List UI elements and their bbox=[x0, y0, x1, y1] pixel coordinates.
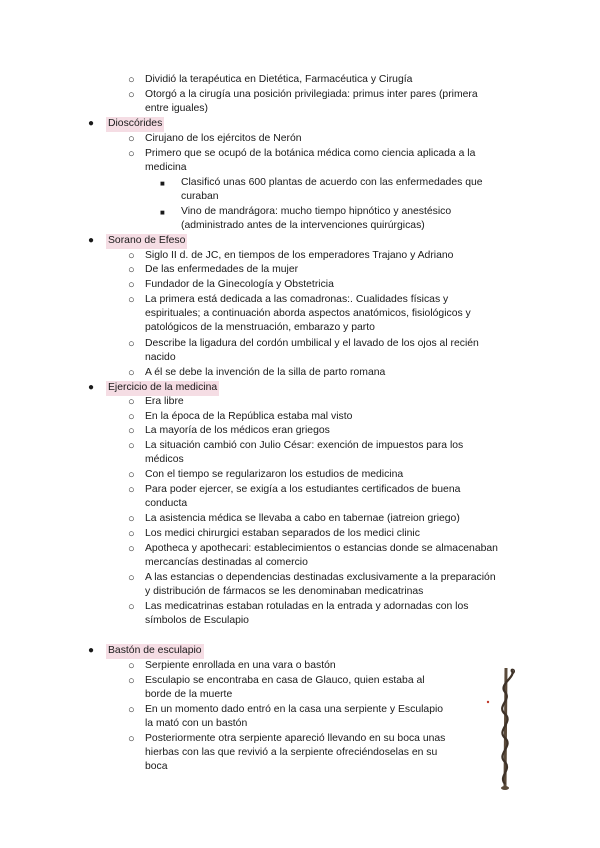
bullet-circle: ○ bbox=[128, 396, 135, 408]
bullet-disc: ● bbox=[88, 235, 95, 246]
list-item-cont: mercancías destinadas al comercio bbox=[145, 557, 308, 568]
bullet-circle: ○ bbox=[128, 572, 135, 584]
list-item: Posteriormente otra serpiente apareció llevando en su boca unas bbox=[145, 733, 446, 744]
list-item-cont: patológicos de la menstruación, embarazo y parto bbox=[145, 322, 375, 333]
list-item-cont: símbolos de Esculapio bbox=[145, 615, 249, 626]
list-item-cont: y distribución de fármacos se les denominaban medicatrinas bbox=[145, 586, 424, 597]
red-mark bbox=[487, 701, 489, 703]
bullet-disc: ● bbox=[88, 382, 95, 393]
list-item: En la época de la República estaba mal visto bbox=[145, 411, 353, 422]
bullet-circle: ○ bbox=[128, 338, 135, 350]
list-item: Fundador de la Ginecología y Obstetricia bbox=[145, 279, 334, 290]
list-item: La situación cambió con Julio César: exención de impuestos para los bbox=[145, 440, 464, 451]
section-heading-dioscorides: Dioscórides bbox=[106, 117, 164, 132]
section-heading-sorano: Sorano de Efeso bbox=[106, 234, 187, 249]
list-item: Las medicatrinas estaban rotuladas en la entrada y adornadas con los bbox=[145, 601, 469, 612]
list-item: La mayoría de los médicos eran griegos bbox=[145, 425, 330, 436]
sub-list-item: Clasificó unas 600 plantas de acuerdo con las enfermedades que bbox=[181, 177, 483, 188]
bullet-circle: ○ bbox=[128, 425, 135, 437]
bullet-square: ■ bbox=[160, 208, 165, 217]
list-item: Era libre bbox=[145, 396, 184, 407]
list-item-cont: boca bbox=[145, 761, 168, 772]
bullet-circle: ○ bbox=[128, 264, 135, 276]
list-item: La asistencia médica se llevaba a cabo en tabernae (iatreion griego) bbox=[145, 513, 460, 524]
list-item-cont: conducta bbox=[145, 498, 188, 509]
list-item-cont: espirituales; a continuación aborda aspectos anatómicos, fisiológicos y bbox=[145, 308, 471, 319]
list-item-cont: medicina bbox=[145, 162, 187, 173]
bullet-circle: ○ bbox=[128, 367, 135, 379]
list-item: A las estancias o dependencias destinadas exclusivamente a la preparación bbox=[145, 572, 496, 583]
bullet-circle: ○ bbox=[128, 411, 135, 423]
bullet-circle: ○ bbox=[128, 601, 135, 613]
bullet-circle: ○ bbox=[128, 543, 135, 555]
bullet-circle: ○ bbox=[128, 89, 135, 101]
list-item: A él se debe la invención de la silla de parto romana bbox=[145, 367, 386, 378]
list-item: Serpiente enrollada en una vara o bastón bbox=[145, 660, 336, 671]
list-item-cont: nacido bbox=[145, 352, 176, 363]
list-item: Apotheca y apothecari: establecimientos o estancias donde se almacenaban bbox=[145, 543, 498, 554]
bullet-circle: ○ bbox=[128, 704, 135, 716]
list-item: Describe la ligadura del cordón umbilical y el lavado de los ojos al recién bbox=[145, 338, 479, 349]
bullet-disc: ● bbox=[88, 118, 95, 129]
list-item-cont: borde de la muerte bbox=[145, 689, 233, 700]
bullet-circle: ○ bbox=[128, 279, 135, 291]
bullet-circle: ○ bbox=[128, 528, 135, 540]
list-item: Para poder ejercer, se exigía a los estudiantes certificados de buena bbox=[145, 484, 461, 495]
list-item: Cirujano de los ejércitos de Nerón bbox=[145, 133, 302, 144]
list-item: Esculapio se encontraba en casa de Glauco, quien estaba al bbox=[145, 675, 425, 686]
bullet-circle: ○ bbox=[128, 484, 135, 496]
bullet-circle: ○ bbox=[128, 513, 135, 525]
list-item: Primero que se ocupó de la botánica médica como ciencia aplicada a la bbox=[145, 148, 476, 159]
list-item-cont: entre iguales) bbox=[145, 103, 208, 114]
list-item-cont: hierbas con las que revivió a la serpiente ofreciéndoselas en su bbox=[145, 747, 438, 758]
bullet-square: ■ bbox=[160, 179, 165, 188]
list-item: Otorgó a la cirugía una posición privilegiada: primus inter pares (primera bbox=[145, 89, 478, 100]
bullet-circle: ○ bbox=[128, 660, 135, 672]
rod-of-asclepius-image bbox=[478, 664, 534, 792]
section-heading-ejercicio: Ejercicio de la medicina bbox=[106, 381, 219, 396]
bullet-circle: ○ bbox=[128, 440, 135, 452]
list-item: En un momento dado entró en la casa una serpiente y Esculapio bbox=[145, 704, 444, 715]
bullet-circle: ○ bbox=[128, 733, 135, 745]
list-item: La primera está dedicada a las comadronas:. Cualidades físicas y bbox=[145, 294, 449, 305]
bullet-circle: ○ bbox=[128, 294, 135, 306]
bullet-circle: ○ bbox=[128, 250, 135, 262]
bullet-circle: ○ bbox=[128, 74, 135, 86]
sub-list-item-cont: curaban bbox=[181, 191, 219, 202]
list-item: De las enfermedades de la mujer bbox=[145, 264, 299, 275]
list-item: Siglo II d. de JC, en tiempos de los emperadores Trajano y Adriano bbox=[145, 250, 454, 261]
list-item: Dividió la terapéutica en Dietética, Farmacéutica y Cirugía bbox=[145, 74, 413, 85]
bullet-circle: ○ bbox=[128, 675, 135, 687]
sub-list-item-cont: (administrado antes de la intervenciones quirúrgicas) bbox=[181, 220, 425, 231]
list-item: Con el tiempo se regularizaron los estudios de medicina bbox=[145, 469, 404, 480]
list-item-cont: médicos bbox=[145, 454, 184, 465]
list-item-cont: la mató con un bastón bbox=[145, 718, 248, 729]
bullet-circle: ○ bbox=[128, 148, 135, 160]
sub-list-item: Vino de mandrágora: mucho tiempo hipnótico y anestésico bbox=[181, 206, 452, 217]
list-item: Los medici chirurgici estaban separados de los medici clinic bbox=[145, 528, 420, 539]
section-heading-baston: Bastón de esculapio bbox=[106, 644, 204, 659]
bullet-circle: ○ bbox=[128, 133, 135, 145]
bullet-circle: ○ bbox=[128, 469, 135, 481]
bullet-disc: ● bbox=[88, 645, 95, 656]
